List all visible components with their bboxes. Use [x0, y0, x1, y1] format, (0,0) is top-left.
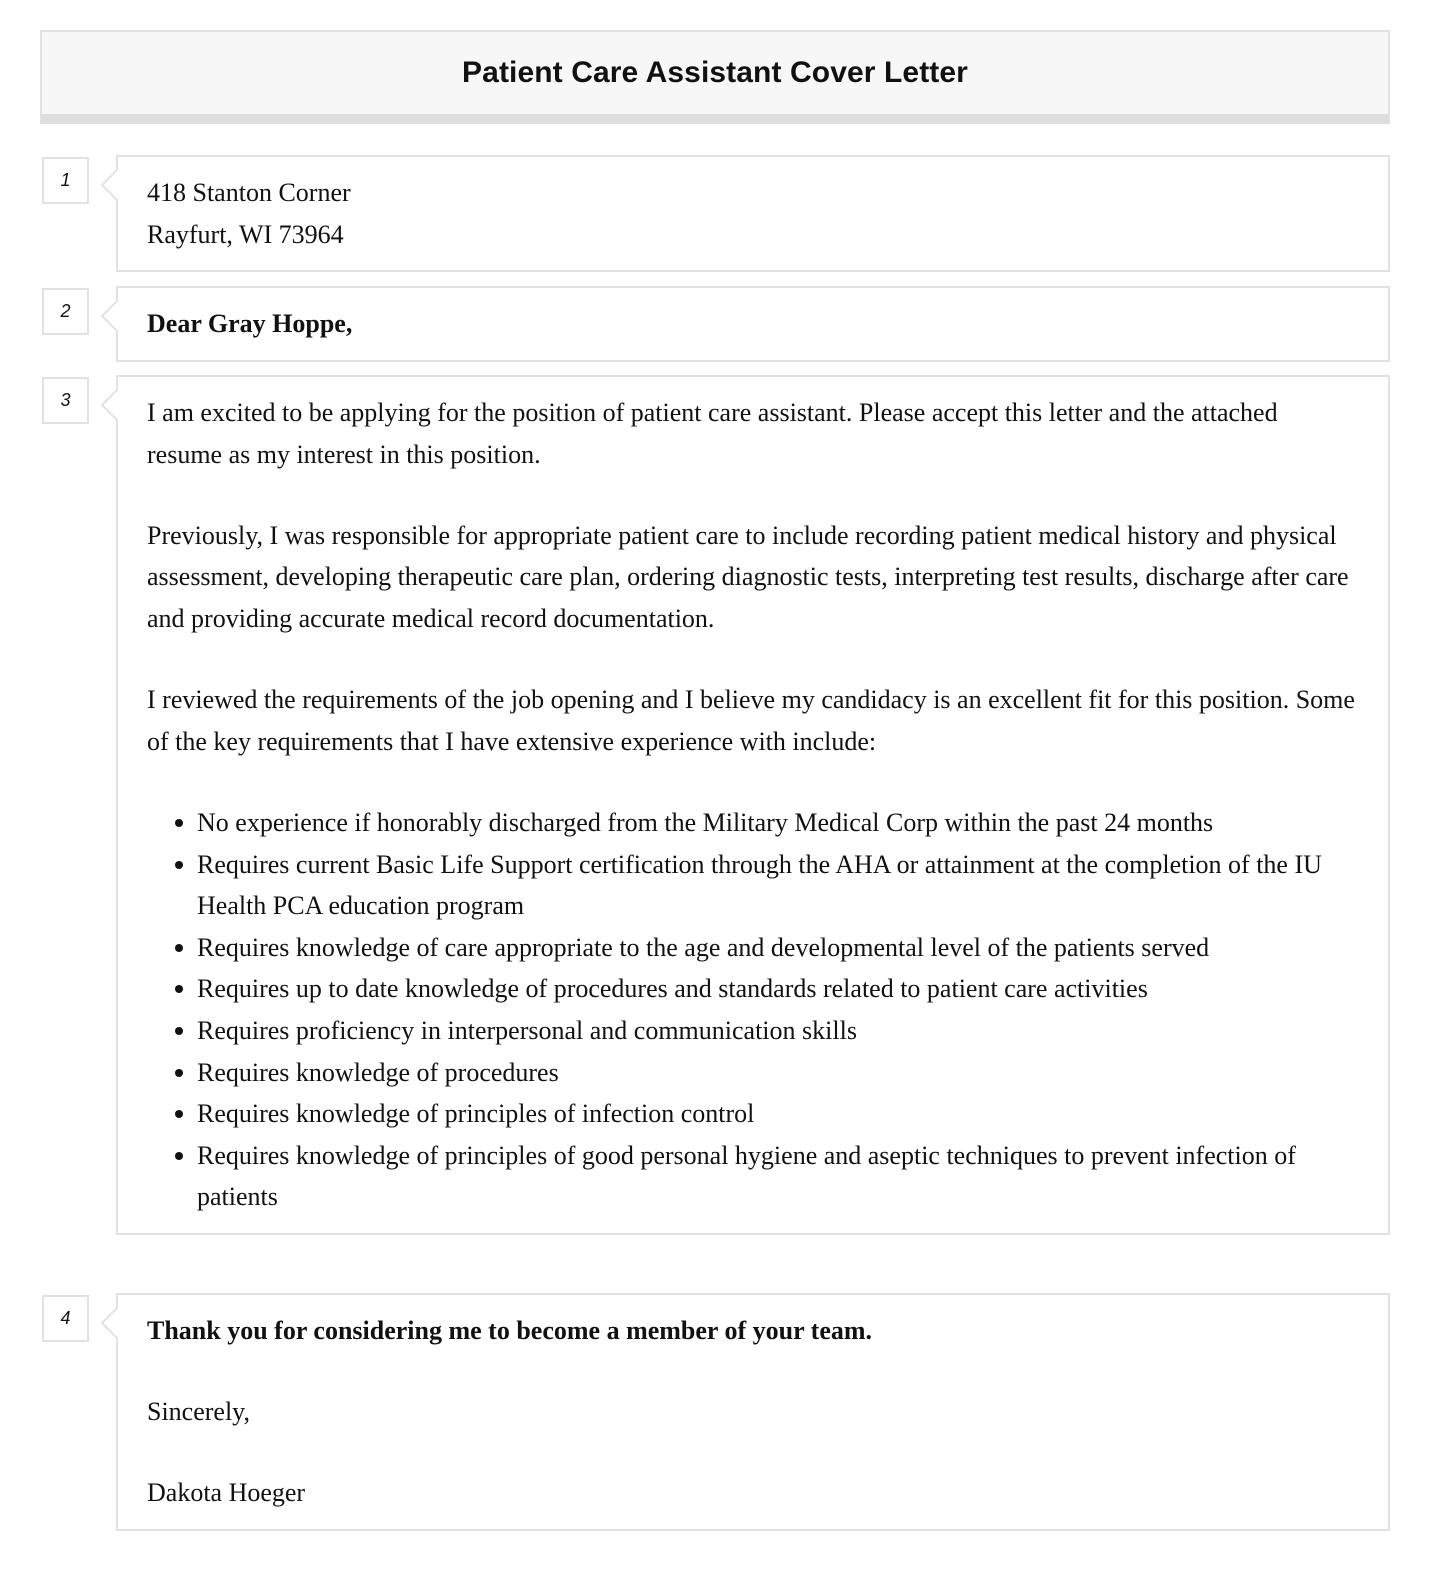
section-number: 1 — [42, 157, 89, 204]
pointer-notch-icon — [101, 1307, 118, 1339]
signature: Dakota Hoeger — [147, 1478, 306, 1508]
list-item: Requires knowledge of principles of good personal hygiene and aseptic techniques to prevent infection of patients — [197, 1135, 1359, 1218]
document-header — [40, 30, 1390, 124]
list-item: Requires current Basic Life Support certification through the AHA or attainment at the completion of the IU Health PCA education program — [197, 844, 1359, 927]
sign-off: Sincerely, — [147, 1397, 250, 1427]
list-item: Requires knowledge of care appropriate to the age and developmental level of the patients served — [197, 927, 1359, 969]
address-line-1: 418 Stanton Corner — [147, 178, 351, 207]
closing-statement: Thank you for considering me to become a member of your team. — [147, 1316, 873, 1345]
pointer-notch-icon — [101, 169, 118, 201]
salutation: Dear Gray Hoppe, — [147, 309, 353, 338]
experience-paragraph: Previously, I was responsible for appropriate patient care to include recording patient medical history and physical assessment, developing therapeutic care plan, ordering diagnostic tests, interpreting test results, discharge after care and providing accurate medical record documentation. — [147, 520, 1349, 633]
closing-card — [116, 1293, 1390, 1531]
requirements-list — [147, 802, 1359, 1218]
intro-paragraph: I am excited to be applying for the position of patient care assistant. Please accept this letter and the attached resume as my interest in this position. — [147, 398, 1278, 469]
list-item: Requires proficiency in interpersonal and communication skills — [197, 1010, 1359, 1052]
section-number: 3 — [42, 377, 89, 424]
list-item: Requires knowledge of principles of infection control — [197, 1093, 1359, 1135]
section-number: 4 — [42, 1295, 89, 1342]
requirements-intro-paragraph: I reviewed the requirements of the job opening and I believe my candidacy is an excellent fit for this position. Some of the key requirements that I have extensive experience with include: — [147, 685, 1355, 756]
address-card — [116, 155, 1390, 272]
list-item: Requires up to date knowledge of procedures and standards related to patient care activities — [197, 968, 1359, 1010]
salutation-card — [116, 286, 1390, 362]
pointer-notch-icon — [101, 389, 118, 421]
body-card — [116, 375, 1390, 1235]
address-line-2: Rayfurt, WI 73964 — [147, 219, 344, 249]
section-number: 2 — [42, 288, 89, 335]
list-item: No experience if honorably discharged from the Military Medical Corp within the past 24 months — [197, 802, 1359, 844]
page-title: Patient Care Assistant Cover Letter — [462, 56, 968, 89]
list-item: Requires knowledge of procedures — [197, 1052, 1359, 1094]
pointer-notch-icon — [101, 300, 118, 332]
